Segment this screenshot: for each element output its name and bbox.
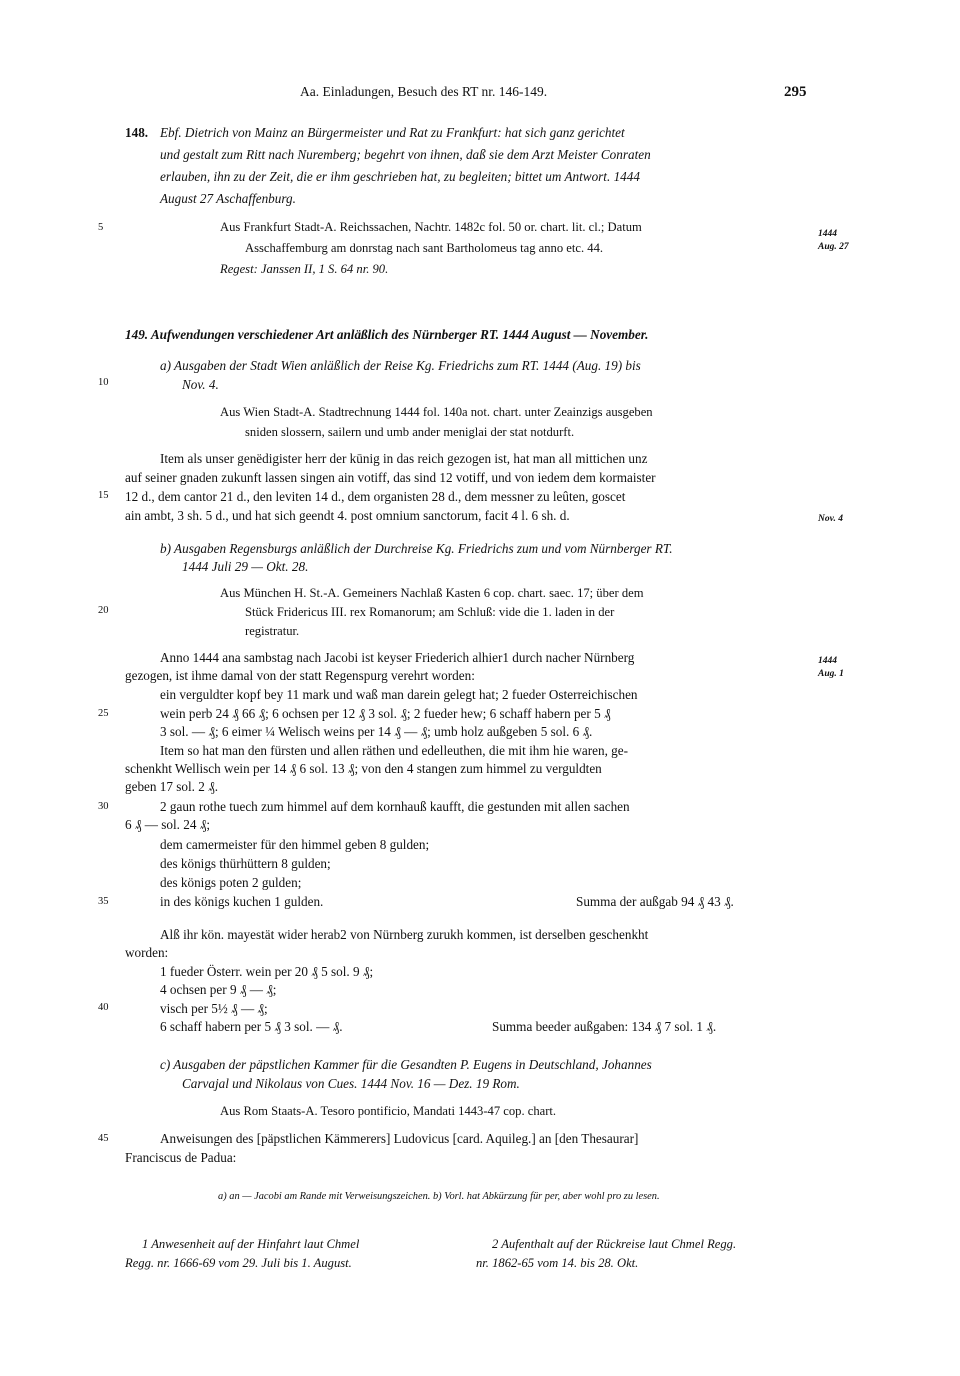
section-b-text: wein perb 24 ₰ 66 ₰; 6 ochsen per 12 ₰ 3 sol. ₰; 2 fueder hew; 6 schaff habern per 5 ₰ xyxy=(160,706,611,721)
section-b-text-2: worden: xyxy=(125,945,169,960)
section-a-text: auf seiner gnaden zukunft lassen singen ain votiff, das sind 12 votiff, und von iedem dem kormaister xyxy=(125,470,656,485)
line-number: 5 xyxy=(98,222,104,233)
sum-line: Summa beeder außgaben: 134 ₰ 7 sol. 1 ₰. xyxy=(492,1019,717,1034)
line-number: 15 xyxy=(98,490,109,501)
section-b-text-2: Alß ihr kön. mayestät wider herab2 von Nürnberg zurukh kommen, ist derselben geschenkht xyxy=(160,927,649,942)
section-b-text: dem camermeister für den himmel geben 8 gulden; xyxy=(160,837,430,852)
section-c-source: Aus Rom Staats-A. Tesoro pontificio, Mandati 1443-47 cop. chart. xyxy=(220,1104,557,1118)
regest-line: Regest: Janssen II, 1 S. 64 nr. 90. xyxy=(220,262,389,276)
section-b-source: Aus München H. St.-A. Gemeiners Nachlaß Kasten 6 cop. chart. saec. 17; über dem xyxy=(220,586,644,600)
section-a-text: Item als unser genëdigister herr der kūnig in das reich gezogen ist, hat man all mittichen unz xyxy=(160,451,648,466)
page-number: 295 xyxy=(784,84,807,100)
footnote-2: 2 Aufenthalt auf der Rückreise laut Chmel Regg. xyxy=(492,1237,737,1251)
section-b-text: schenkht Wellisch wein per 14 ₰ 6 sol. 13 ₰; von den 4 stangen zum himmel zu verguldten xyxy=(125,761,602,776)
section-b-text: des königs thürhüttern 8 gulden; xyxy=(160,856,331,871)
footnote-1: 1 Anwesenheit auf der Hinfahrt laut Chmel xyxy=(142,1237,360,1251)
running-title: Aa. Einladungen, Besuch des RT nr. 146-149. xyxy=(300,84,548,99)
margin-date: 1444 xyxy=(818,229,837,239)
section-b-text-2: 6 schaff habern per 5 ₰ 3 sol. — ₰. xyxy=(160,1019,343,1034)
section-b-text-2: 1 fueder Österr. wein per 20 ₰ 5 sol. 9 ₰; xyxy=(160,964,374,979)
entry-148-number: 148. xyxy=(125,125,149,140)
section-b-source: Stück Fridericus III. rex Romanorum; am Schluß: vide die 1. laden in der xyxy=(245,605,615,619)
section-a-text: ain ambt, 3 sh. 5 d., und hat sich geendt 4. post omnium sanctorum, facit 4 l. 6 sh. d. xyxy=(125,508,570,523)
entry-148-line: August 27 Aschaffenburg. xyxy=(160,191,296,206)
line-number: 40 xyxy=(98,1002,109,1013)
entry-148-line: und gestalt zum Ritt nach Nuremberg; begehrt von ihnen, daß sie dem Arzt Meister Conraten xyxy=(160,147,651,162)
section-b-heading: b) Ausgaben Regensburgs anläßlich der Durchreise Kg. Friedrichs zum und vom Nürnberger RT. xyxy=(160,541,673,556)
section-b-text: geben 17 sol. 2 ₰. xyxy=(125,779,219,794)
margin-date: 1444 xyxy=(818,656,837,666)
section-b-text: 3 sol. — ₰; 6 eimer ¼ Welisch weins per 14 ₰ — ₰; umb holz außgeben 5 sol. 6 ₰. xyxy=(160,724,593,739)
section-b-text: in des königs kuchen 1 gulden. xyxy=(160,894,324,909)
entry-149-title: 149. Aufwendungen verschiedener Art anläßlich des Nürnberger RT. 1444 August — November. xyxy=(125,327,649,342)
line-number: 10 xyxy=(98,377,109,388)
section-a-heading: a) Ausgaben der Stadt Wien anläßlich der Reise Kg. Friedrichs zum RT. 1444 (Aug. 19) bis xyxy=(160,358,641,373)
line-number: 25 xyxy=(98,708,109,719)
section-b-text: ein verguldter kopf bey 11 mark und waß man darein gelegt hat; 2 fueder Osterreichischen xyxy=(160,687,638,702)
section-b-text: 6 ₰ — sol. 24 ₰; xyxy=(125,817,210,832)
margin-date: Aug. 27 xyxy=(818,242,849,252)
section-b-text: des königs poten 2 gulden; xyxy=(160,875,302,890)
section-b-text-2: 4 ochsen per 9 ₰ — ₰; xyxy=(160,982,277,997)
line-number: 45 xyxy=(98,1133,109,1144)
section-a-text: 12 d., dem cantor 21 d., den leviten 14 d., dem organisten 28 d., dem messner zu leûten, goscet xyxy=(125,489,626,504)
section-c-text: Anweisungen des [päpstlichen Kämmerers] Ludovicus [card. Aquileg.] an [den Thesaurar] xyxy=(160,1131,639,1146)
footnote-1: Regg. nr. 1666-69 vom 29. Juli bis 1. August. xyxy=(125,1256,352,1270)
section-b-text-2: visch per 5½ ₰ — ₰; xyxy=(160,1001,268,1016)
margin-date: Aug. 1 xyxy=(818,669,844,679)
source-line: Aus Frankfurt Stadt-A. Reichssachen, Nachtr. 1482c fol. 50 or. chart. lit. cl.; Datum xyxy=(220,220,642,234)
critical-apparatus: a) an — Jacobi am Rande mit Verweisungszeichen. b) Vorl. hat Abkürzung für per, aber wohl pro zu lesen. xyxy=(218,1191,660,1202)
line-number: 30 xyxy=(98,801,109,812)
section-b-source: registratur. xyxy=(245,624,300,638)
source-line: Asschaffemburg am donrstag nach sant Bartholomeus tag anno etc. 44. xyxy=(245,241,604,255)
section-b-text: Item so hat man den fürsten und allen räthen und edelleuthen, die mit ihm hie waren, ge- xyxy=(160,743,629,758)
section-a-source: Aus Wien Stadt-A. Stadtrechnung 1444 fol. 140a not. chart. unter Zeainzigs ausgeben xyxy=(220,405,653,419)
section-b-heading: 1444 Juli 29 — Okt. 28. xyxy=(182,559,309,574)
margin-date: Nov. 4 xyxy=(818,514,843,524)
section-b-text: Anno 1444 ana sambstag nach Jacobi ist keyser Friederich alhier1 durch nacher Nürnberg xyxy=(160,650,635,665)
section-b-text: 2 gaun rothe tuech zum himmel auf dem kornhauß kaufft, die gestunden mit allen sachen xyxy=(160,799,630,814)
section-b-text: gezogen, ist ihme damal von der statt Regenspurg verehrt worden: xyxy=(125,668,475,683)
sum-line: Summa der außgab 94 ₰ 43 ₰. xyxy=(576,894,734,909)
entry-148-line: Ebf. Dietrich von Mainz an Bürgermeister und Rat zu Frankfurt: hat sich ganz gerichtet xyxy=(160,125,625,140)
line-number: 35 xyxy=(98,896,109,907)
section-a-heading: Nov. 4. xyxy=(182,377,219,392)
footnote-2: nr. 1862-65 vom 14. bis 28. Okt. xyxy=(476,1256,639,1270)
section-c-text: Franciscus de Padua: xyxy=(125,1150,237,1165)
entry-148-line: erlauben, ihn zu der Zeit, die er ihm geschrieben hat, zu begleiten; bittet um Antwort. 1444 xyxy=(160,169,640,184)
line-number: 20 xyxy=(98,605,109,616)
section-c-heading: c) Ausgaben der päpstlichen Kammer für die Gesandten P. Eugens in Deutschland, Johannes xyxy=(160,1057,652,1072)
section-a-source: sniden slossern, sailern und umb ander meniglai der stat notdurft. xyxy=(245,425,575,439)
section-c-heading: Carvajal und Nikolaus von Cues. 1444 Nov. 16 — Dez. 19 Rom. xyxy=(182,1076,520,1091)
